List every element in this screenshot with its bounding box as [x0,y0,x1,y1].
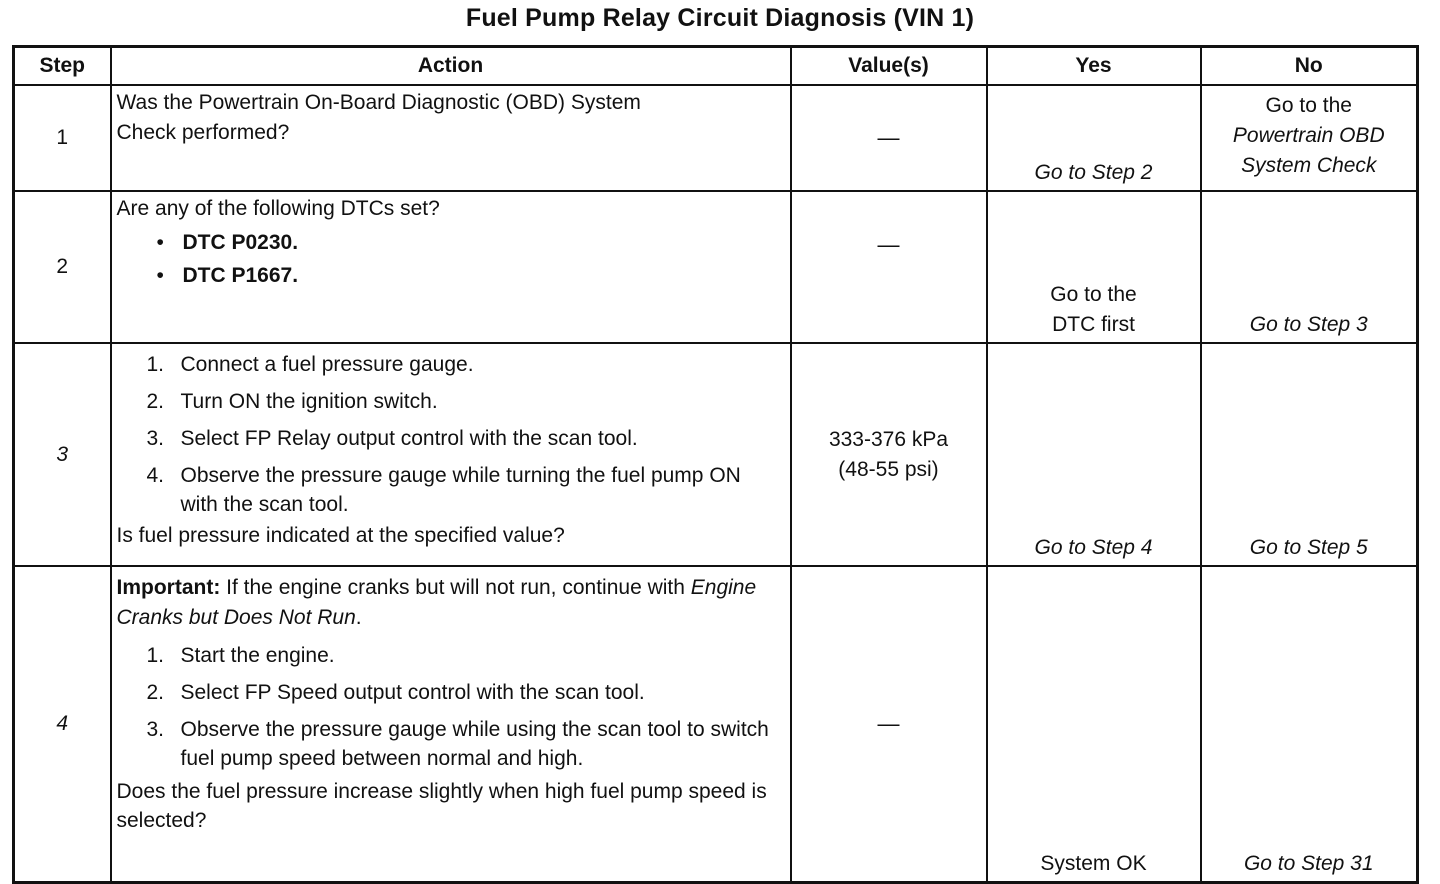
header-step: Step [14,47,111,86]
procedure-list [117,350,782,519]
no-cell: Go to Step 3 [1201,191,1418,343]
procedure-step: Observe the pressure gauge while turning the fuel pump ON with the scan tool. [180,464,741,516]
table-row-step-3 [14,343,1418,566]
action-question: Does the fuel pressure increase slightly when high fuel pump speed is selected? [116,780,767,832]
value-dash: — [877,124,900,150]
step-number: 3 [14,343,111,566]
important-label: Important: [116,576,221,599]
yes-cell: Go to Step 2 [987,85,1201,191]
list-item: 3. Select FP Relay output control with the scan tool. [146,427,638,450]
action-text: Was the Powertrain On-Board Diagnostic (OBD) System [116,91,641,114]
action-cell [111,566,791,883]
procedure-step: Connect a fuel pressure gauge. [180,353,474,376]
list-item: 2. Turn ON the ignition switch. [146,390,438,413]
header-yes: Yes [987,47,1201,86]
procedure-step: Select FP Relay output control with the scan tool. [180,427,638,450]
action-cell [111,191,791,343]
procedure-step: Start the engine. [180,644,335,667]
yes-cell: Go to Step 4 [987,343,1201,566]
step-number: 4 [14,566,111,883]
dtc-code: DTC P0230. [182,231,299,254]
important-end: . [355,606,362,629]
list-item [117,224,782,261]
no-text-link: Powertrain OBD [1232,124,1385,147]
no-cell: Go to Step 5 [1201,343,1418,566]
value-cell [791,343,987,566]
procedure-list [117,641,782,773]
value-text: (48-55 psi) [838,457,939,481]
no-cell: Go to Step 31 [1201,566,1418,883]
no-text: Go to the [1265,94,1352,117]
header-no: No [1201,47,1418,86]
step-number: 1 [14,85,111,191]
action-question: Is fuel pressure indicated at the specified value? [116,524,565,547]
header-values: Value(s) [791,47,987,86]
action-cell [111,343,791,566]
action-text: Check performed? [116,121,290,144]
table-row-step-2 [14,191,1418,343]
value-cell [791,566,987,883]
value-dash: — [877,232,900,257]
value-cell [791,85,987,191]
important-note [117,573,782,633]
reference-link: Engine Cranks but Does Not Run [116,576,757,629]
value-text: 333-376 kPa [828,427,949,451]
list-item [117,261,782,291]
no-text-link: System Check [1241,154,1377,177]
list-item: 4. Observe the pressure gauge while turning the fuel pump ON with the scan tool. [146,464,741,516]
value-cell [791,191,987,343]
yes-cell: System OK [987,566,1201,883]
page-title: Fuel Pump Relay Circuit Diagnosis (VIN 1) [465,4,975,32]
dtc-code: DTC P1667. [182,264,299,287]
header-row [14,47,1418,86]
procedure-step: Turn ON the ignition switch. [180,390,438,413]
yes-text: Go to the [1050,283,1137,306]
yes-cell [987,191,1201,343]
table-row-step-1 [14,85,1418,191]
list-item: 3. Observe the pressure gauge while using the scan tool to switch fuel pump speed between normal and high. [146,718,769,770]
table-row-step-4 [14,566,1418,883]
bullet-icon: • [156,264,164,287]
value-dash: — [877,710,900,736]
action-question: Are any of the following DTCs set? [116,197,440,220]
header-action: Action [111,47,791,86]
list-item: 2. Select FP Speed output control with the scan tool. [146,681,645,704]
action-cell [111,85,791,191]
no-cell [1201,85,1418,191]
diagnosis-table [12,45,1419,884]
bullet-icon: • [156,231,164,254]
yes-text: DTC first [1052,313,1135,336]
procedure-step: Observe the pressure gauge while using the scan tool to switch fuel pump speed between normal and high. [180,718,769,770]
list-item: 1. Connect a fuel pressure gauge. [146,353,474,376]
procedure-step: Select FP Speed output control with the scan tool. [180,681,645,704]
important-text: If the engine cranks but will not run, continue with [220,576,691,599]
list-item: 1. Start the engine. [146,644,335,667]
step-number: 2 [14,191,111,343]
